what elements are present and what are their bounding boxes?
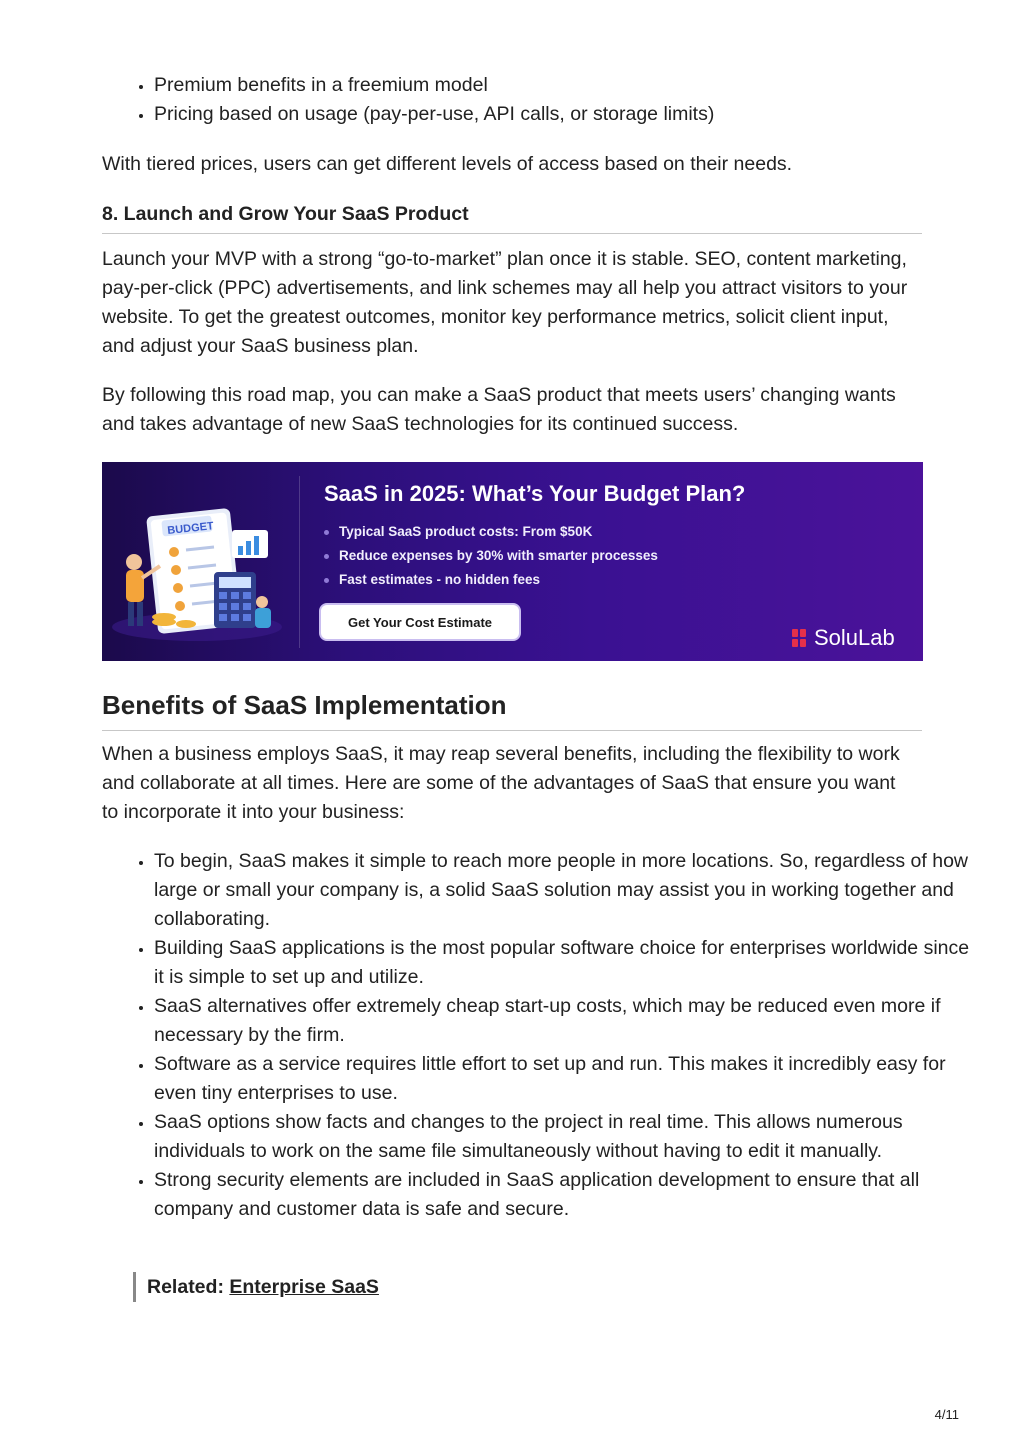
solulab-logo: [792, 625, 895, 651]
banner-divider: [299, 476, 300, 648]
related-link-block: [133, 1272, 379, 1302]
benefits-heading: Benefits of SaaS Implementation: [102, 690, 922, 731]
section-8-paragraph-2: By following this road map, you can make a SaaS product that meets users’ changing wants and takes advantage of new SaaS technologies for its continued success.: [102, 384, 896, 435]
tiered-pricing-text: With tiered prices, users can get different levels of access based on their needs.: [102, 153, 793, 175]
solulab-logo-icon: [792, 629, 806, 647]
bullet-dot-icon: [324, 530, 329, 535]
list-item: • SaaS options show facts and changes to the project in real time. This allows numerous individuals to work on the same file simultaneously without having to edit it manually.: [154, 1108, 974, 1166]
bullet-dot-icon: [324, 578, 329, 583]
banner-point: Fast estimates - no hidden fees: [324, 568, 658, 592]
brand-name: SoluLab: [814, 625, 895, 650]
list-item: • SaaS alternatives offer extremely cheap start-up costs, which may be reduced even more if necessary by the firm.: [154, 992, 974, 1050]
budget-illustration: [102, 462, 292, 661]
list-item: • Strong security elements are included in SaaS application development to ensure that all company and customer data is safe and secure.: [154, 1166, 974, 1224]
promo-banner[interactable]: [102, 462, 923, 661]
get-cost-estimate-button[interactable]: Get Your Cost Estimate: [319, 603, 521, 641]
list-item: • Building SaaS applications is the most popular software choice for enterprises worldwide since it is simple to set up and utilize.: [154, 934, 974, 992]
section-8-paragraph-1: Launch your MVP with a strong “go-to-market” plan once it is stable. SEO, content marketing, pay-per-click (PPC) advertisements, and link schemes may all help you attract visitors to your website. To get the greatest outcomes, monitor key performance metrics, solicit client input, and adjust your SaaS business plan.: [102, 248, 908, 357]
list-item: • Pricing based on usage (pay-per-use, API calls, or storage limits): [154, 100, 974, 129]
budget-label: BUDGET: [166, 520, 215, 538]
list-item: • To begin, SaaS makes it simple to reach more people in more locations. So, regardless of how large or small your company is, a solid SaaS solution may assist you in working together and collaborating.: [154, 847, 974, 934]
intro-bullet-list: [102, 71, 974, 129]
related-label: Related:: [147, 1276, 224, 1298]
related-link-enterprise-saas[interactable]: Enterprise SaaS: [229, 1276, 379, 1298]
benefits-intro: When a business employs SaaS, it may reap several benefits, including the flexibility to work and collaborate at all times. Here are some of the advantages of SaaS that ensure you want to incorporate it into your business:: [102, 743, 900, 823]
list-item: • Premium benefits in a freemium model: [154, 71, 974, 100]
section-8-heading: 8. Launch and Grow Your SaaS Product: [102, 203, 922, 234]
banner-point: Reduce expenses by 30% with smarter processes: [324, 544, 658, 568]
bullet-dot-icon: [324, 554, 329, 559]
benefits-list: [102, 847, 974, 1224]
banner-points: [324, 520, 658, 592]
list-item: • Software as a service requires little effort to set up and run. This makes it incredibly easy for even tiny enterprises to use.: [154, 1050, 974, 1108]
page-number: 4/11: [934, 1407, 959, 1422]
banner-point: Typical SaaS product costs: From $50K: [324, 520, 658, 544]
banner-title: SaaS in 2025: What’s Your Budget Plan?: [324, 481, 746, 506]
